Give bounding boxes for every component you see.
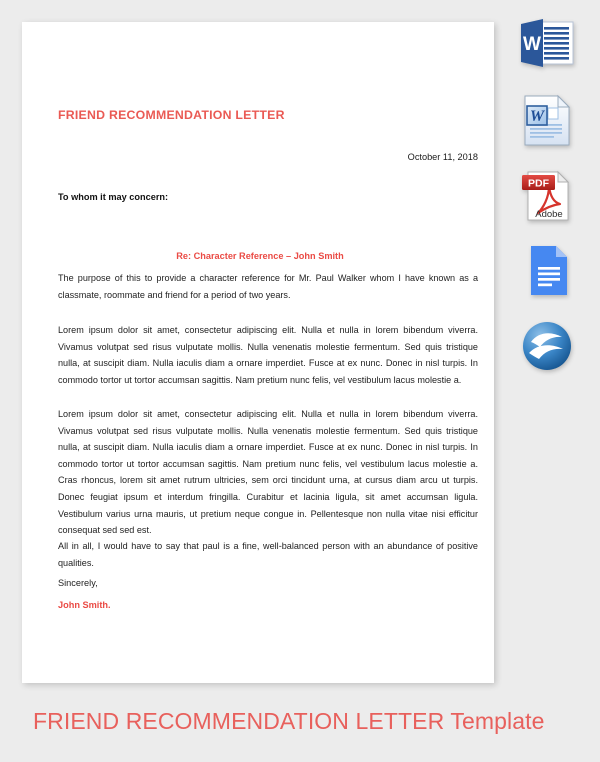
- openoffice-icon[interactable]: [518, 318, 584, 374]
- closing-salutation: Sincerely,: [58, 578, 98, 588]
- page-title: FRIEND RECOMMENDATION LETTER: [58, 108, 285, 122]
- ms-word-doc-icon[interactable]: [518, 93, 584, 149]
- letter-subject-line: Re: Character Reference – John Smith: [176, 251, 344, 261]
- svg-text:W: W: [529, 108, 545, 125]
- svg-text:Adobe: Adobe: [535, 209, 563, 220]
- paragraph-one-wrap: [58, 322, 478, 388]
- paragraph-two: Lorem ipsum dolor sit amet, consectetur adipiscing elit. Nulla et nulla in lorem bibendum viverra. Vivamus volutpat sed risus vulputate mollis. Nulla venenatis molestie fermentum. Sed quis tristique nulla, at suscipit diam. Nulla iaculis diam a ornare imperdiet. Fusce at ex nunc. Donec in nisl turpis. In commodo tortor ut tortor accumsan sagittis. Nam pretium nunc felis, vel vestibulum lacus molestie a. Cras rhoncus, lorem sit amet rutrum ultricies, sem orci tincidunt urna, at cursus diam arcu ut turpis. Donec feugiat ipsum et interdum fringilla. Curabitur et lacinia ligula, sit amet accumsan ligula. Vestibulum varius urna mauris, ut pretium neque congue in. Pellentesque non nulla vitae nisi efficitur consequat sed sed est.: [58, 409, 478, 536]
- svg-text:PDF: PDF: [528, 177, 549, 190]
- signature-name: John Smith.: [58, 600, 111, 610]
- letter-content: [36, 22, 484, 683]
- paragraph-one: Lorem ipsum dolor sit amet, consectetur adipiscing elit. Nulla et nulla in lorem bibendum viverra. Vivamus volutpat sed risus vulputate mollis. Nulla venenatis molestie fermentum. Sed quis tristique nulla, at suscipit diam. Nulla iaculis diam a ornare imperdiet. Fusce at ex nunc. Donec in nisl turpis. In commodo tortor ut tortor accumsan sagittis. Nam pretium nunc felis, vel vestibulum lacus molestie a.: [58, 325, 478, 385]
- template-caption: FRIEND RECOMMENDATION LETTER Template: [33, 708, 545, 734]
- format-item-ms-word-docx[interactable]: [518, 18, 584, 93]
- format-item-openoffice[interactable]: [518, 318, 584, 393]
- letter-salutation: To whom it may concern:: [58, 192, 169, 202]
- format-item-ms-word-doc[interactable]: [518, 93, 584, 168]
- paragraph-final: All in all, I would have to say that paul is a fine, well-balanced person with an abundance of positive qualities.: [58, 541, 478, 568]
- paragraph-intro: The purpose of this to provide a character reference for Mr. Paul Walker whom I have known as a classmate, roommate and friend for a period of two years.: [58, 273, 478, 300]
- paragraph-intro-wrap: [58, 270, 478, 303]
- paragraph-two-wrap: [58, 406, 478, 539]
- letter-page[interactable]: [22, 22, 494, 683]
- adobe-pdf-icon[interactable]: [518, 168, 584, 224]
- svg-text:W: W: [523, 34, 541, 55]
- format-item-adobe-pdf[interactable]: [518, 168, 584, 243]
- download-format-list: [518, 18, 584, 393]
- ms-word-docx-icon[interactable]: [518, 18, 584, 72]
- google-docs-icon[interactable]: [518, 243, 584, 299]
- format-item-google-docs[interactable]: [518, 243, 584, 318]
- letter-date: October 11, 2018: [407, 152, 478, 162]
- paragraph-final-wrap: [58, 538, 478, 571]
